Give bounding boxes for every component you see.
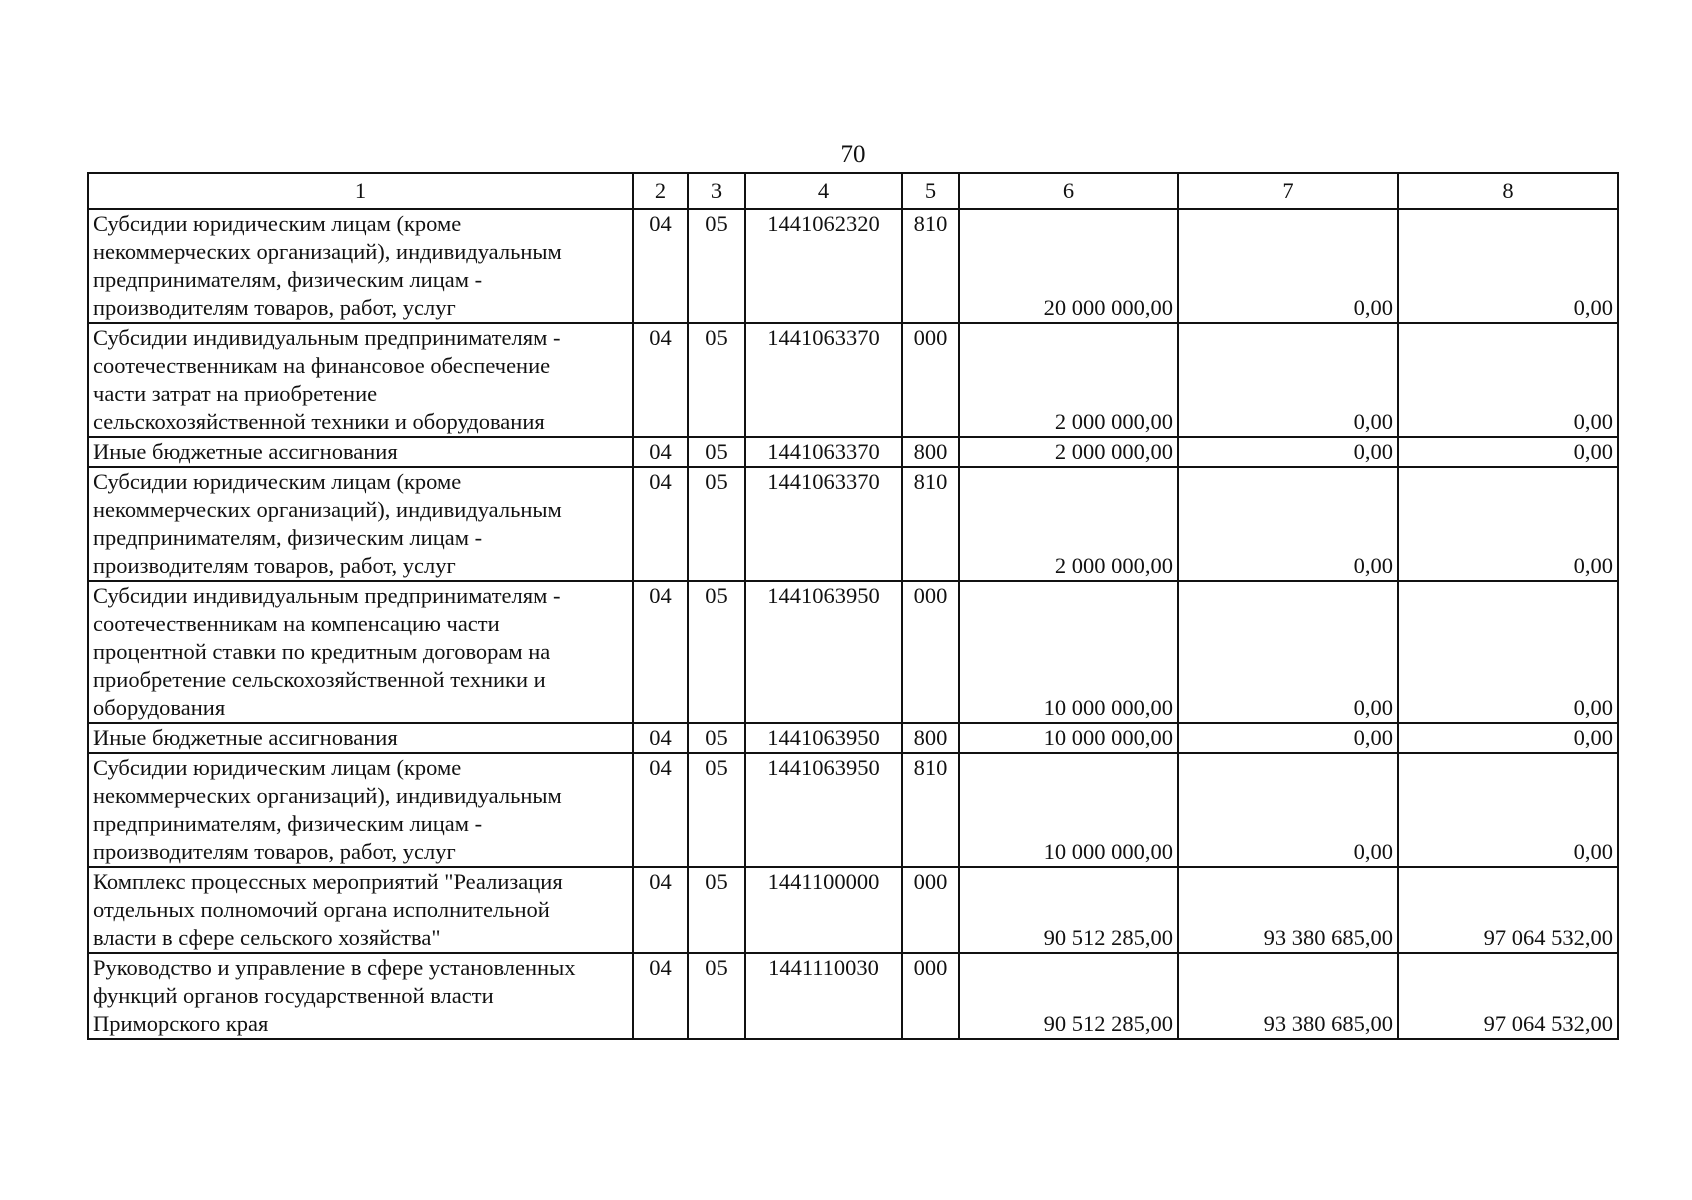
row-name: Руководство и управление в сфере установленных функций органов государственной власти Приморского края [88, 953, 633, 1039]
row-amount-col8: 0,00 [1398, 437, 1618, 467]
row-amount-col6: 10 000 000,00 [959, 723, 1178, 753]
column-header: 6 [959, 173, 1178, 209]
row-amount-col6: 2 000 000,00 [959, 437, 1178, 467]
row-amount-col6: 2 000 000,00 [959, 323, 1178, 437]
row-name: Субсидии юридическим лицам (кроме некоммерческих организаций), индивидуальным предпринимателям, физическим лицам - производителям товаров, работ, услуг [88, 209, 633, 323]
row-subsection-code: 05 [688, 867, 745, 953]
table-row [88, 467, 1618, 581]
table-row [88, 209, 1618, 323]
row-amount-col6: 2 000 000,00 [959, 467, 1178, 581]
table-row [88, 867, 1618, 953]
column-header: 2 [633, 173, 688, 209]
row-amount-col7: 93 380 685,00 [1178, 867, 1398, 953]
row-amount-col7: 0,00 [1178, 209, 1398, 323]
row-name: Иные бюджетные ассигнования [88, 437, 633, 467]
row-subsection-code: 05 [688, 209, 745, 323]
row-section-code: 04 [633, 753, 688, 867]
column-header: 7 [1178, 173, 1398, 209]
table-header-row [88, 173, 1618, 209]
row-amount-col8: 0,00 [1398, 723, 1618, 753]
column-header: 5 [902, 173, 959, 209]
budget-table [87, 172, 1619, 1040]
row-expense-type-code: 000 [902, 867, 959, 953]
row-target-code: 1441062320 [745, 209, 902, 323]
row-subsection-code: 05 [688, 953, 745, 1039]
row-amount-col7: 0,00 [1178, 581, 1398, 723]
row-amount-col7: 0,00 [1178, 467, 1398, 581]
table-row [88, 437, 1618, 467]
table-row [88, 953, 1618, 1039]
row-expense-type-code: 810 [902, 209, 959, 323]
row-subsection-code: 05 [688, 753, 745, 867]
row-expense-type-code: 800 [902, 437, 959, 467]
row-name: Субсидии индивидуальным предпринимателям - соотечественникам на компенсацию части процентной ставки по кредитным договорам на приобретение сельскохозяйственной техники и оборудования [88, 581, 633, 723]
row-section-code: 04 [633, 723, 688, 753]
row-section-code: 04 [633, 209, 688, 323]
table-row [88, 581, 1618, 723]
row-amount-col6: 10 000 000,00 [959, 753, 1178, 867]
row-target-code: 1441063370 [745, 437, 902, 467]
row-name: Иные бюджетные ассигнования [88, 723, 633, 753]
row-section-code: 04 [633, 867, 688, 953]
table-row [88, 723, 1618, 753]
row-target-code: 1441110030 [745, 953, 902, 1039]
row-target-code: 1441100000 [745, 867, 902, 953]
table-row [88, 323, 1618, 437]
row-subsection-code: 05 [688, 323, 745, 437]
row-expense-type-code: 810 [902, 467, 959, 581]
row-section-code: 04 [633, 437, 688, 467]
row-amount-col7: 93 380 685,00 [1178, 953, 1398, 1039]
row-amount-col6: 90 512 285,00 [959, 953, 1178, 1039]
column-header: 8 [1398, 173, 1618, 209]
row-expense-type-code: 810 [902, 753, 959, 867]
row-amount-col8: 0,00 [1398, 467, 1618, 581]
row-amount-col7: 0,00 [1178, 323, 1398, 437]
row-amount-col6: 20 000 000,00 [959, 209, 1178, 323]
row-expense-type-code: 000 [902, 581, 959, 723]
row-subsection-code: 05 [688, 581, 745, 723]
column-header: 1 [88, 173, 633, 209]
column-header: 3 [688, 173, 745, 209]
row-amount-col8: 0,00 [1398, 753, 1618, 867]
row-amount-col6: 90 512 285,00 [959, 867, 1178, 953]
row-section-code: 04 [633, 581, 688, 723]
row-amount-col8: 97 064 532,00 [1398, 867, 1618, 953]
row-name: Субсидии юридическим лицам (кроме некоммерческих организаций), индивидуальным предпринимателям, физическим лицам - производителям товаров, работ, услуг [88, 753, 633, 867]
row-subsection-code: 05 [688, 723, 745, 753]
table-row [88, 753, 1618, 867]
row-section-code: 04 [633, 953, 688, 1039]
row-expense-type-code: 800 [902, 723, 959, 753]
row-amount-col8: 0,00 [1398, 209, 1618, 323]
row-expense-type-code: 000 [902, 953, 959, 1039]
row-target-code: 1441063370 [745, 323, 902, 437]
row-subsection-code: 05 [688, 437, 745, 467]
row-target-code: 1441063950 [745, 581, 902, 723]
row-section-code: 04 [633, 323, 688, 437]
page-number: 70 [840, 141, 866, 168]
row-subsection-code: 05 [688, 467, 745, 581]
row-name: Субсидии индивидуальным предпринимателям - соотечественникам на финансовое обеспечение части затрат на приобретение сельскохозяйственной техники и оборудования [88, 323, 633, 437]
row-expense-type-code: 000 [902, 323, 959, 437]
row-amount-col7: 0,00 [1178, 753, 1398, 867]
column-header: 4 [745, 173, 902, 209]
row-amount-col8: 0,00 [1398, 581, 1618, 723]
row-name: Комплекс процессных мероприятий "Реализация отдельных полномочий органа исполнительной власти в сфере сельского хозяйства" [88, 867, 633, 953]
row-section-code: 04 [633, 467, 688, 581]
row-target-code: 1441063950 [745, 723, 902, 753]
row-name: Субсидии юридическим лицам (кроме некоммерческих организаций), индивидуальным предпринимателям, физическим лицам - производителям товаров, работ, услуг [88, 467, 633, 581]
row-amount-col8: 97 064 532,00 [1398, 953, 1618, 1039]
row-amount-col8: 0,00 [1398, 323, 1618, 437]
row-target-code: 1441063370 [745, 467, 902, 581]
row-amount-col7: 0,00 [1178, 437, 1398, 467]
row-amount-col6: 10 000 000,00 [959, 581, 1178, 723]
row-target-code: 1441063950 [745, 753, 902, 867]
row-amount-col7: 0,00 [1178, 723, 1398, 753]
